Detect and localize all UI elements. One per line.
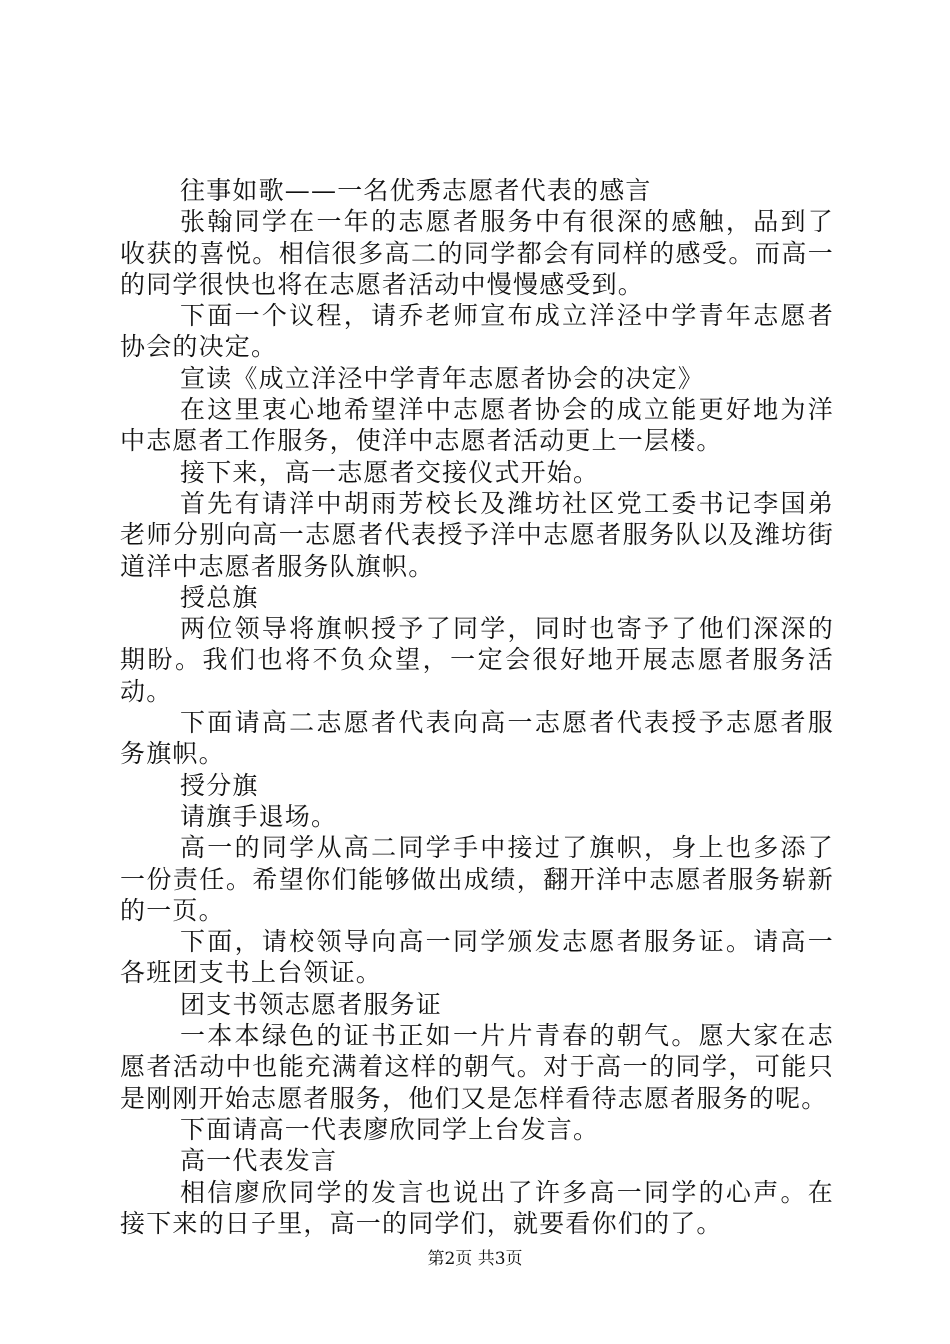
- paragraph: 高一的同学从高二同学手中接过了旗帜，身上也多添了一份责任。希望你们能够做出成绩，翻开洋中志愿者服务崭新的一页。: [120, 833, 834, 925]
- paragraph: 一本本绿色的证书正如一片片青春的朝气。愿大家在志愿者活动中也能充满着这样的朝气。对于高一的同学，可能只是刚刚开始志愿者服务，他们又是怎样看待志愿者服务的呢。: [120, 1021, 834, 1113]
- paragraph: 两位领导将旗帜授予了同学，同时也寄予了他们深深的期盼。我们也将不负众望，一定会很好地开展志愿者服务活动。: [120, 614, 834, 706]
- paragraph: 授分旗: [180, 770, 259, 800]
- paragraph: 团支书领志愿者服务证: [180, 989, 443, 1019]
- page-number-label: 第2页 共3页: [427, 1249, 523, 1269]
- paragraph: 下面，请校领导向高一同学颁发志愿者服务证。请高一各班团支书上台领证。: [120, 927, 834, 988]
- paragraph: 请旗手退场。: [180, 801, 338, 831]
- paragraph: 接下来，高一志愿者交接仪式开始。: [180, 457, 600, 487]
- paragraph: 在这里衷心地希望洋中志愿者协会的成立能更好地为洋中志愿者工作服务，使洋中志愿者活动更上一层楼。: [120, 395, 834, 456]
- paragraph: 下面请高一代表廖欣同学上台发言。: [180, 1114, 600, 1144]
- paragraph: 首先有请洋中胡雨芳校长及潍坊社区党工委书记李国弟老师分别向高一志愿者代表授予洋中志愿者服务队以及潍坊街道洋中志愿者服务队旗帜。: [120, 488, 834, 581]
- paragraph: 授总旗: [180, 582, 259, 612]
- document-body: [120, 175, 834, 1239]
- paragraph: 宣读《成立洋泾中学青年志愿者协会的决定》: [180, 363, 705, 393]
- page-footer: [0, 1244, 950, 1269]
- paragraph: 下面请高二志愿者代表向高一志愿者代表授予志愿者服务旗帜。: [120, 708, 834, 769]
- paragraph: 往事如歌——一名优秀志愿者代表的感言: [180, 176, 652, 205]
- paragraph: 下面一个议程，请乔老师宣布成立洋泾中学青年志愿者协会的决定。: [120, 301, 834, 362]
- paragraph: 高一代表发言: [180, 1146, 338, 1176]
- paragraph: 张翰同学在一年的志愿者服务中有很深的感触，品到了收获的喜悦。相信很多高二的同学都会有同样的感受。而高一的同学很快也将在志愿者活动中慢慢感受到。: [120, 207, 834, 299]
- paragraph: 相信廖欣同学的发言也说出了许多高一同学的心声。在接下来的日子里，高一的同学们，就要看你们的了。: [120, 1177, 834, 1238]
